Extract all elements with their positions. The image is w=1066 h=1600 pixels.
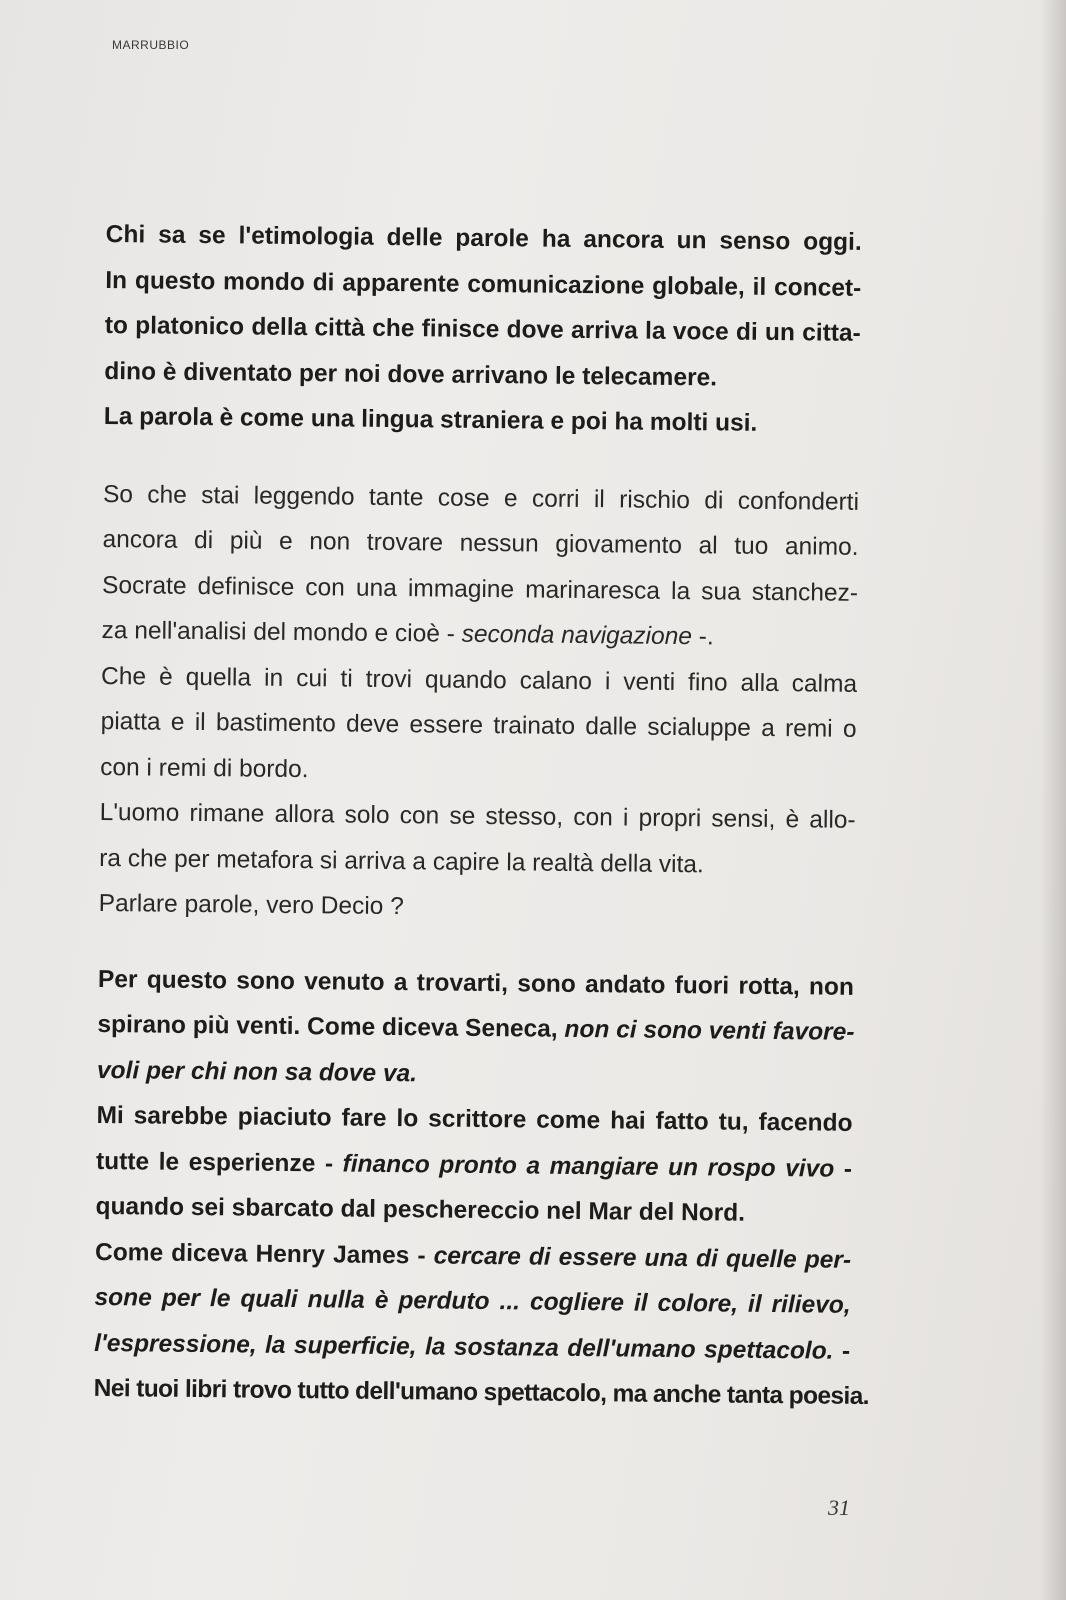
- italic-phrase: cercare di essere una di quelle per-: [433, 1241, 852, 1274]
- text-line: Per questo sono venuto a trovarti, sono andato fuori rotta, non: [97, 965, 855, 1001]
- page-number: 31: [828, 1495, 850, 1520]
- italic-phrase: seconda navigazione: [461, 620, 693, 651]
- italic-phrase: l'espressione, la superficie, la sostanza dell'umano spettacolo.: [94, 1329, 834, 1365]
- text-line: In questo mondo di apparente comunicazione globale, il concet-: [105, 266, 862, 302]
- text-line: [94, 1275, 850, 1328]
- text-line: Socrate definisce con una immagine marinaresca la sua stanchez-: [101, 571, 859, 607]
- text-line: l'espressione, la superficie, la sostanza dell'umano spettacolo. -: [94, 1329, 851, 1365]
- paragraph-seneca: [93, 956, 870, 1419]
- text-line: So che stai leggendo tante cose e corri il rischio di confonderti: [102, 480, 860, 516]
- text-line: piatta e il bastimento deve essere trainato dalle scialuppe a remi o: [100, 707, 857, 743]
- paragraph-socrates: [99, 471, 860, 934]
- body-text: [93, 212, 870, 1419]
- paragraph-etymology: [104, 212, 862, 447]
- text-line: Che è quella in cui ti trovi quando calano i venti fino alla calma: [100, 662, 858, 698]
- text-line: con i remi di bordo.: [100, 753, 309, 783]
- text-line: dino è diventato per noi dove arrivano le telecamere.: [104, 357, 718, 391]
- text-line: Parlare parole, vero Decio ?: [98, 889, 404, 921]
- italic-phrase: sone per le quali nulla è perduto ... cogliere il colore, il rilievo,: [94, 1283, 851, 1319]
- text-line: tutte le esperienze - financo pronto a mangiare un rospo vivo -: [95, 1147, 853, 1183]
- text-line: to platonico della città che finisce dove arriva la voce di un citta-: [104, 311, 861, 347]
- text-line: Chi sa se l'etimologia delle parole ha ancora un senso oggi.: [105, 220, 862, 256]
- page-edge-shadow: [1040, 0, 1066, 1600]
- text-line: Come diceva Henry James - cercare di essere una di quelle per-: [94, 1238, 852, 1274]
- text-line: La parola è come una lingua straniera e poi ha molti usi.: [103, 402, 758, 437]
- text-line: ra che per metafora si arriva a capire la realtà della vita.: [99, 844, 704, 878]
- text-line: za nell'analisi del mondo e cioè - seconda navigazione -.: [101, 616, 714, 651]
- running-head: MARRUBBIO: [112, 38, 190, 52]
- italic-phrase: voli per chi non sa dove va.: [96, 1056, 418, 1087]
- text-line: quando sei sbarcato dal peschereccio nel Mar del Nord.: [95, 1192, 746, 1227]
- text-line: L'uomo rimane allora solo con se stesso, con i propri sensi, è allo-: [99, 798, 856, 834]
- text-line: spirano più venti. Come diceva Seneca, non ci sono venti favore-: [97, 1010, 855, 1046]
- text-line: [97, 1047, 853, 1100]
- text-line: Nei tuoi libri trovo tutto dell'umano spettacolo, ma anche tanta poesia.: [93, 1374, 870, 1411]
- italic-phrase: financo pronto a mangiare un rospo vivo: [342, 1150, 835, 1183]
- text-line: ancora di più e non trovare nessun giovamento al tuo animo.: [102, 525, 859, 561]
- italic-phrase: non ci sono venti favore-: [564, 1015, 855, 1046]
- text-line: Mi sarebbe piaciuto fare lo scrittore come hai fatto tu, facendo: [96, 1101, 853, 1137]
